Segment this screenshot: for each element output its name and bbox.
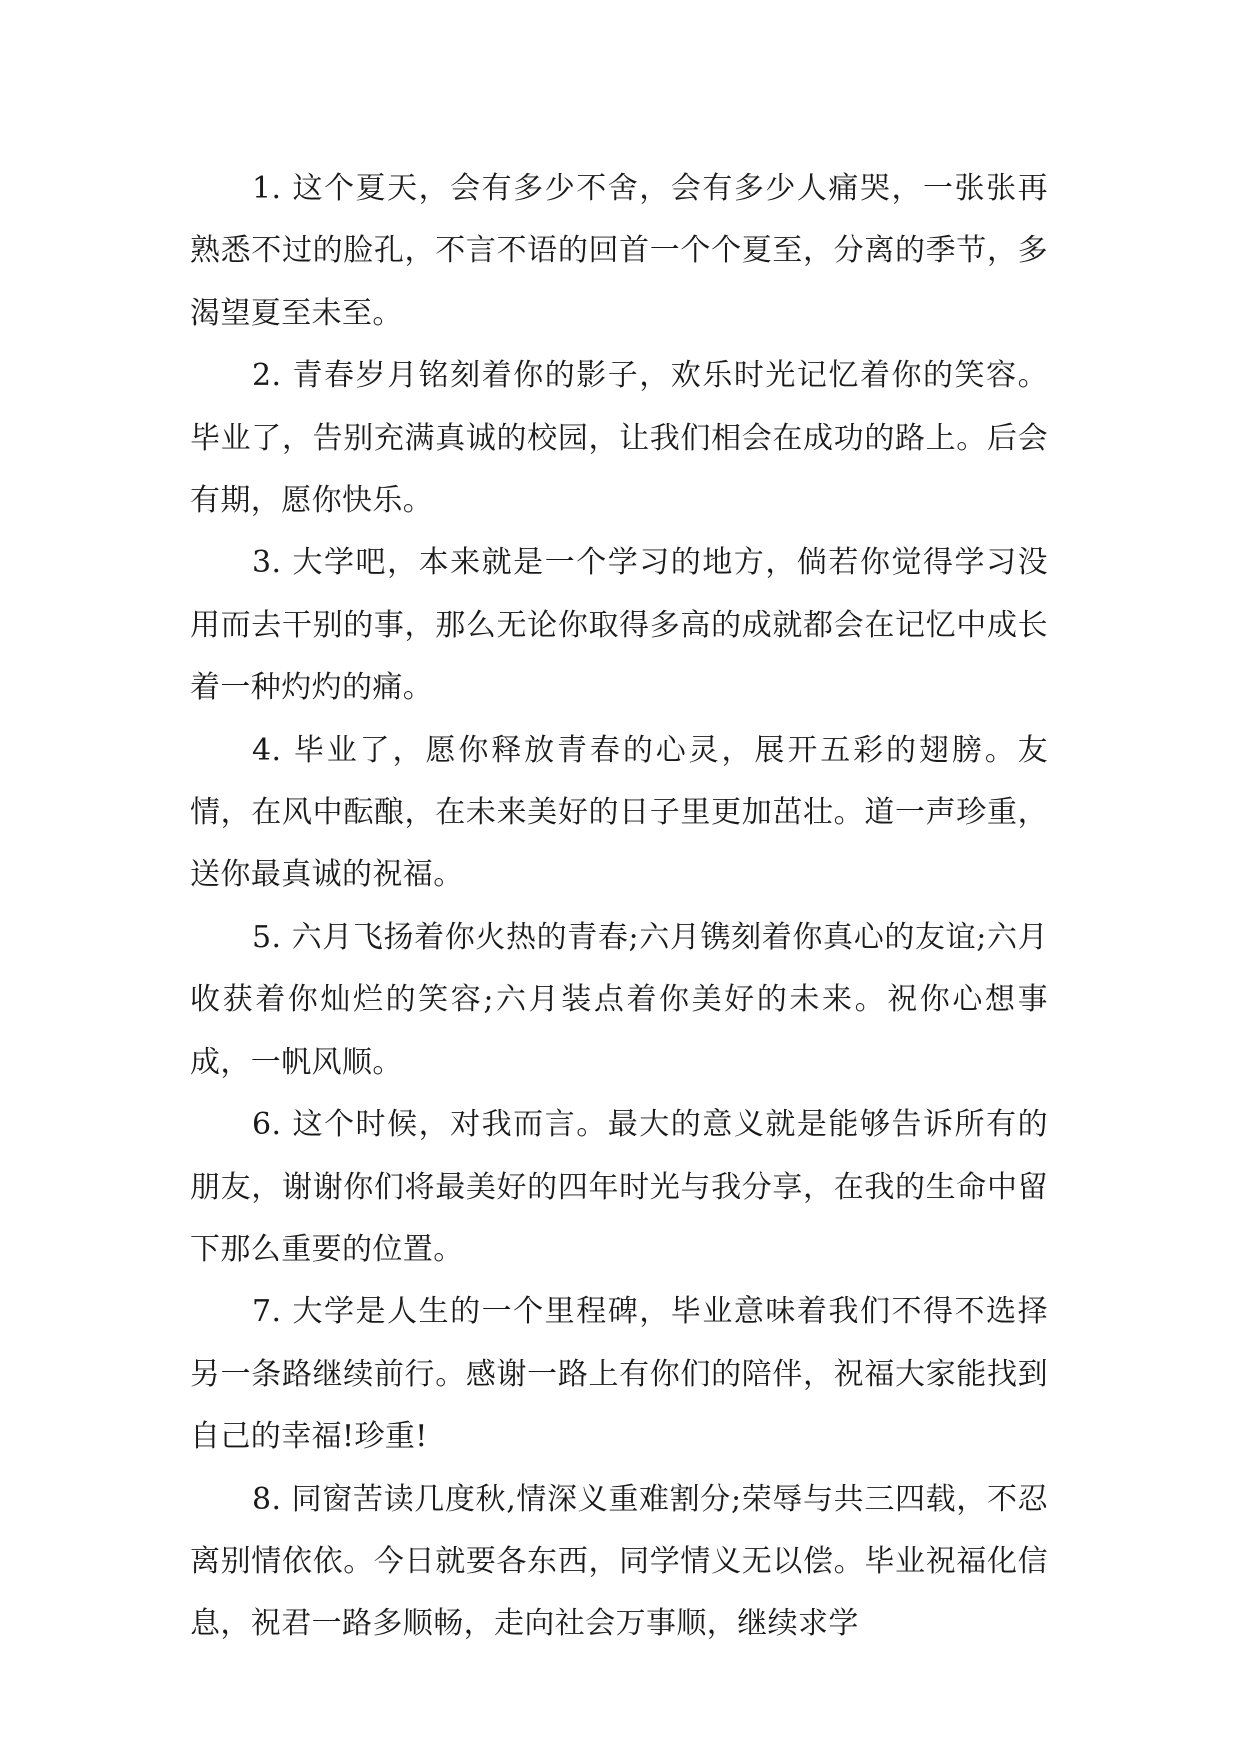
- paragraph-4: 4. 毕业了，愿你释放青春的心灵，展开五彩的翅膀。友情，在风中酝酿，在未来美好的日子里更加茁壮。道一声珍重，送你最真诚的祝福。: [190, 732, 1048, 893]
- paragraph-6: 6. 这个时候，对我而言。最大的意义就是能够告诉所有的朋友，谢谢你们将最美好的四年时光与我分享，在我的生命中留下那么重要的位置。: [190, 1107, 1048, 1267]
- paragraph-3: 3. 大学吧，本来就是一个学习的地方，倘若你觉得学习没用而去干别的事，那么无论你取得多高的成就都会在记忆中成长着一种灼灼的痛。: [190, 545, 1048, 706]
- paragraph-8: 8. 同窗苦读几度秋,情深义重难割分;荣辱与共三四载，不忍离别情依依。今日就要各东西，同学情义无以偿。毕业祝福化信息，祝君一路多顺畅，走向社会万事顺，继续求学: [190, 1481, 1048, 1642]
- paragraph-7: 7. 大学是人生的一个里程碑，毕业意味着我们不得不选择另一条路继续前行。感谢一路上有你们的陪伴，祝福大家能找到自己的幸福!珍重!: [190, 1294, 1048, 1455]
- paragraph-5: 5. 六月飞扬着你火热的青春;六月镌刻着你真心的友谊;六月收获着你灿烂的笑容;六月装点着你美好的未来。祝你心想事成，一帆风顺。: [190, 919, 1048, 1080]
- paragraph-2: 2. 青春岁月铭刻着你的影子，欢乐时光记忆着你的笑容。毕业了，告别充满真诚的校园，让我们相会在成功的路上。后会有期，愿你快乐。: [190, 358, 1048, 519]
- document-body: [190, 158, 1048, 1656]
- paragraph-1: 1. 这个夏天，会有多少不舍，会有多少人痛哭，一张张再熟悉不过的脸孔，不言不语的回首一个个夏至，分离的季节，多渴望夏至未至。: [190, 171, 1048, 331]
